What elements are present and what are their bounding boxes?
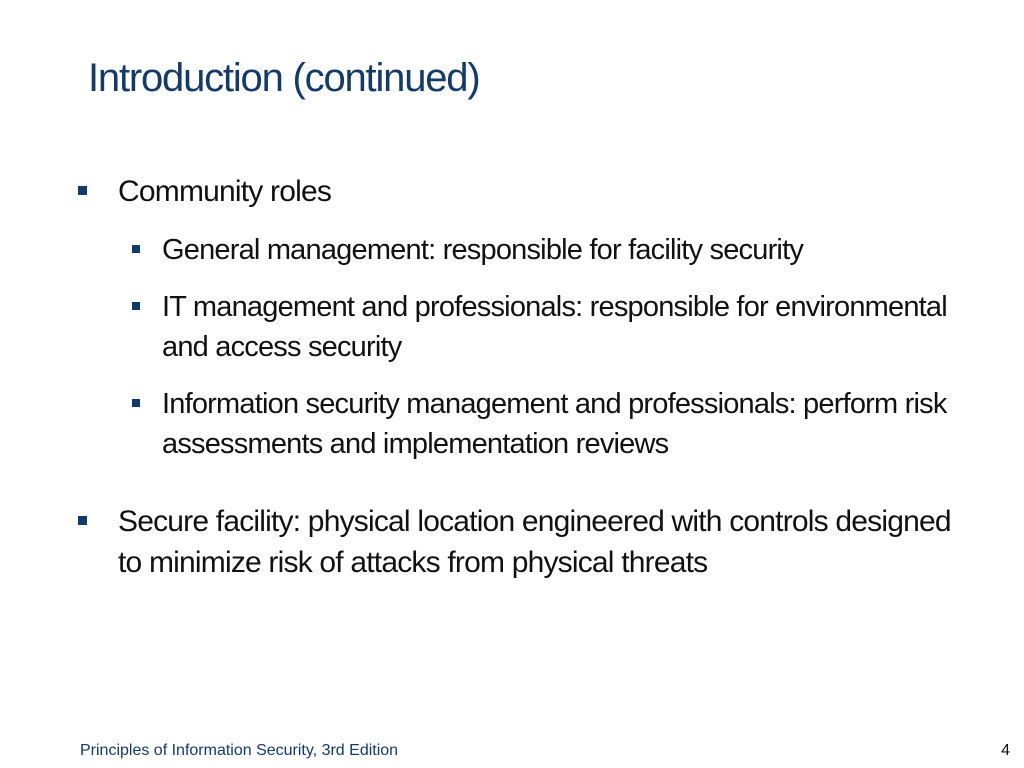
sub-bullet-text: General management: responsible for facility security: [162, 233, 804, 266]
sub-bullet-item-information-security-management: [132, 385, 978, 464]
slide-content: [78, 172, 978, 584]
footer-book-title: Principles of Information Security, 3rd Edition: [80, 742, 399, 759]
square-bullet-icon: [78, 516, 87, 525]
bullet-text: Community roles: [118, 175, 332, 208]
sub-bullet-item-general-management: [132, 231, 978, 270]
slide-title: Introduction (continued): [88, 56, 480, 100]
bullet-item-community-roles: [78, 172, 978, 213]
square-bullet-icon: [78, 186, 87, 195]
bullet-text: Secure facility: physical location engineered with controls designed to minimize risk of attacks from physical threats: [118, 504, 951, 579]
sub-bullet-text: Information security management and professionals: perform risk assessments and implementation reviews: [162, 388, 947, 460]
square-bullet-icon: [132, 302, 140, 310]
square-bullet-icon: [132, 245, 140, 253]
square-bullet-icon: [132, 399, 140, 407]
sub-bullet-item-it-management: [132, 288, 978, 367]
page-number: 4: [1001, 742, 1010, 759]
bullet-item-secure-facility: [78, 502, 978, 584]
sub-bullet-text: IT management and professionals: responsible for environmental and access security: [162, 291, 947, 363]
